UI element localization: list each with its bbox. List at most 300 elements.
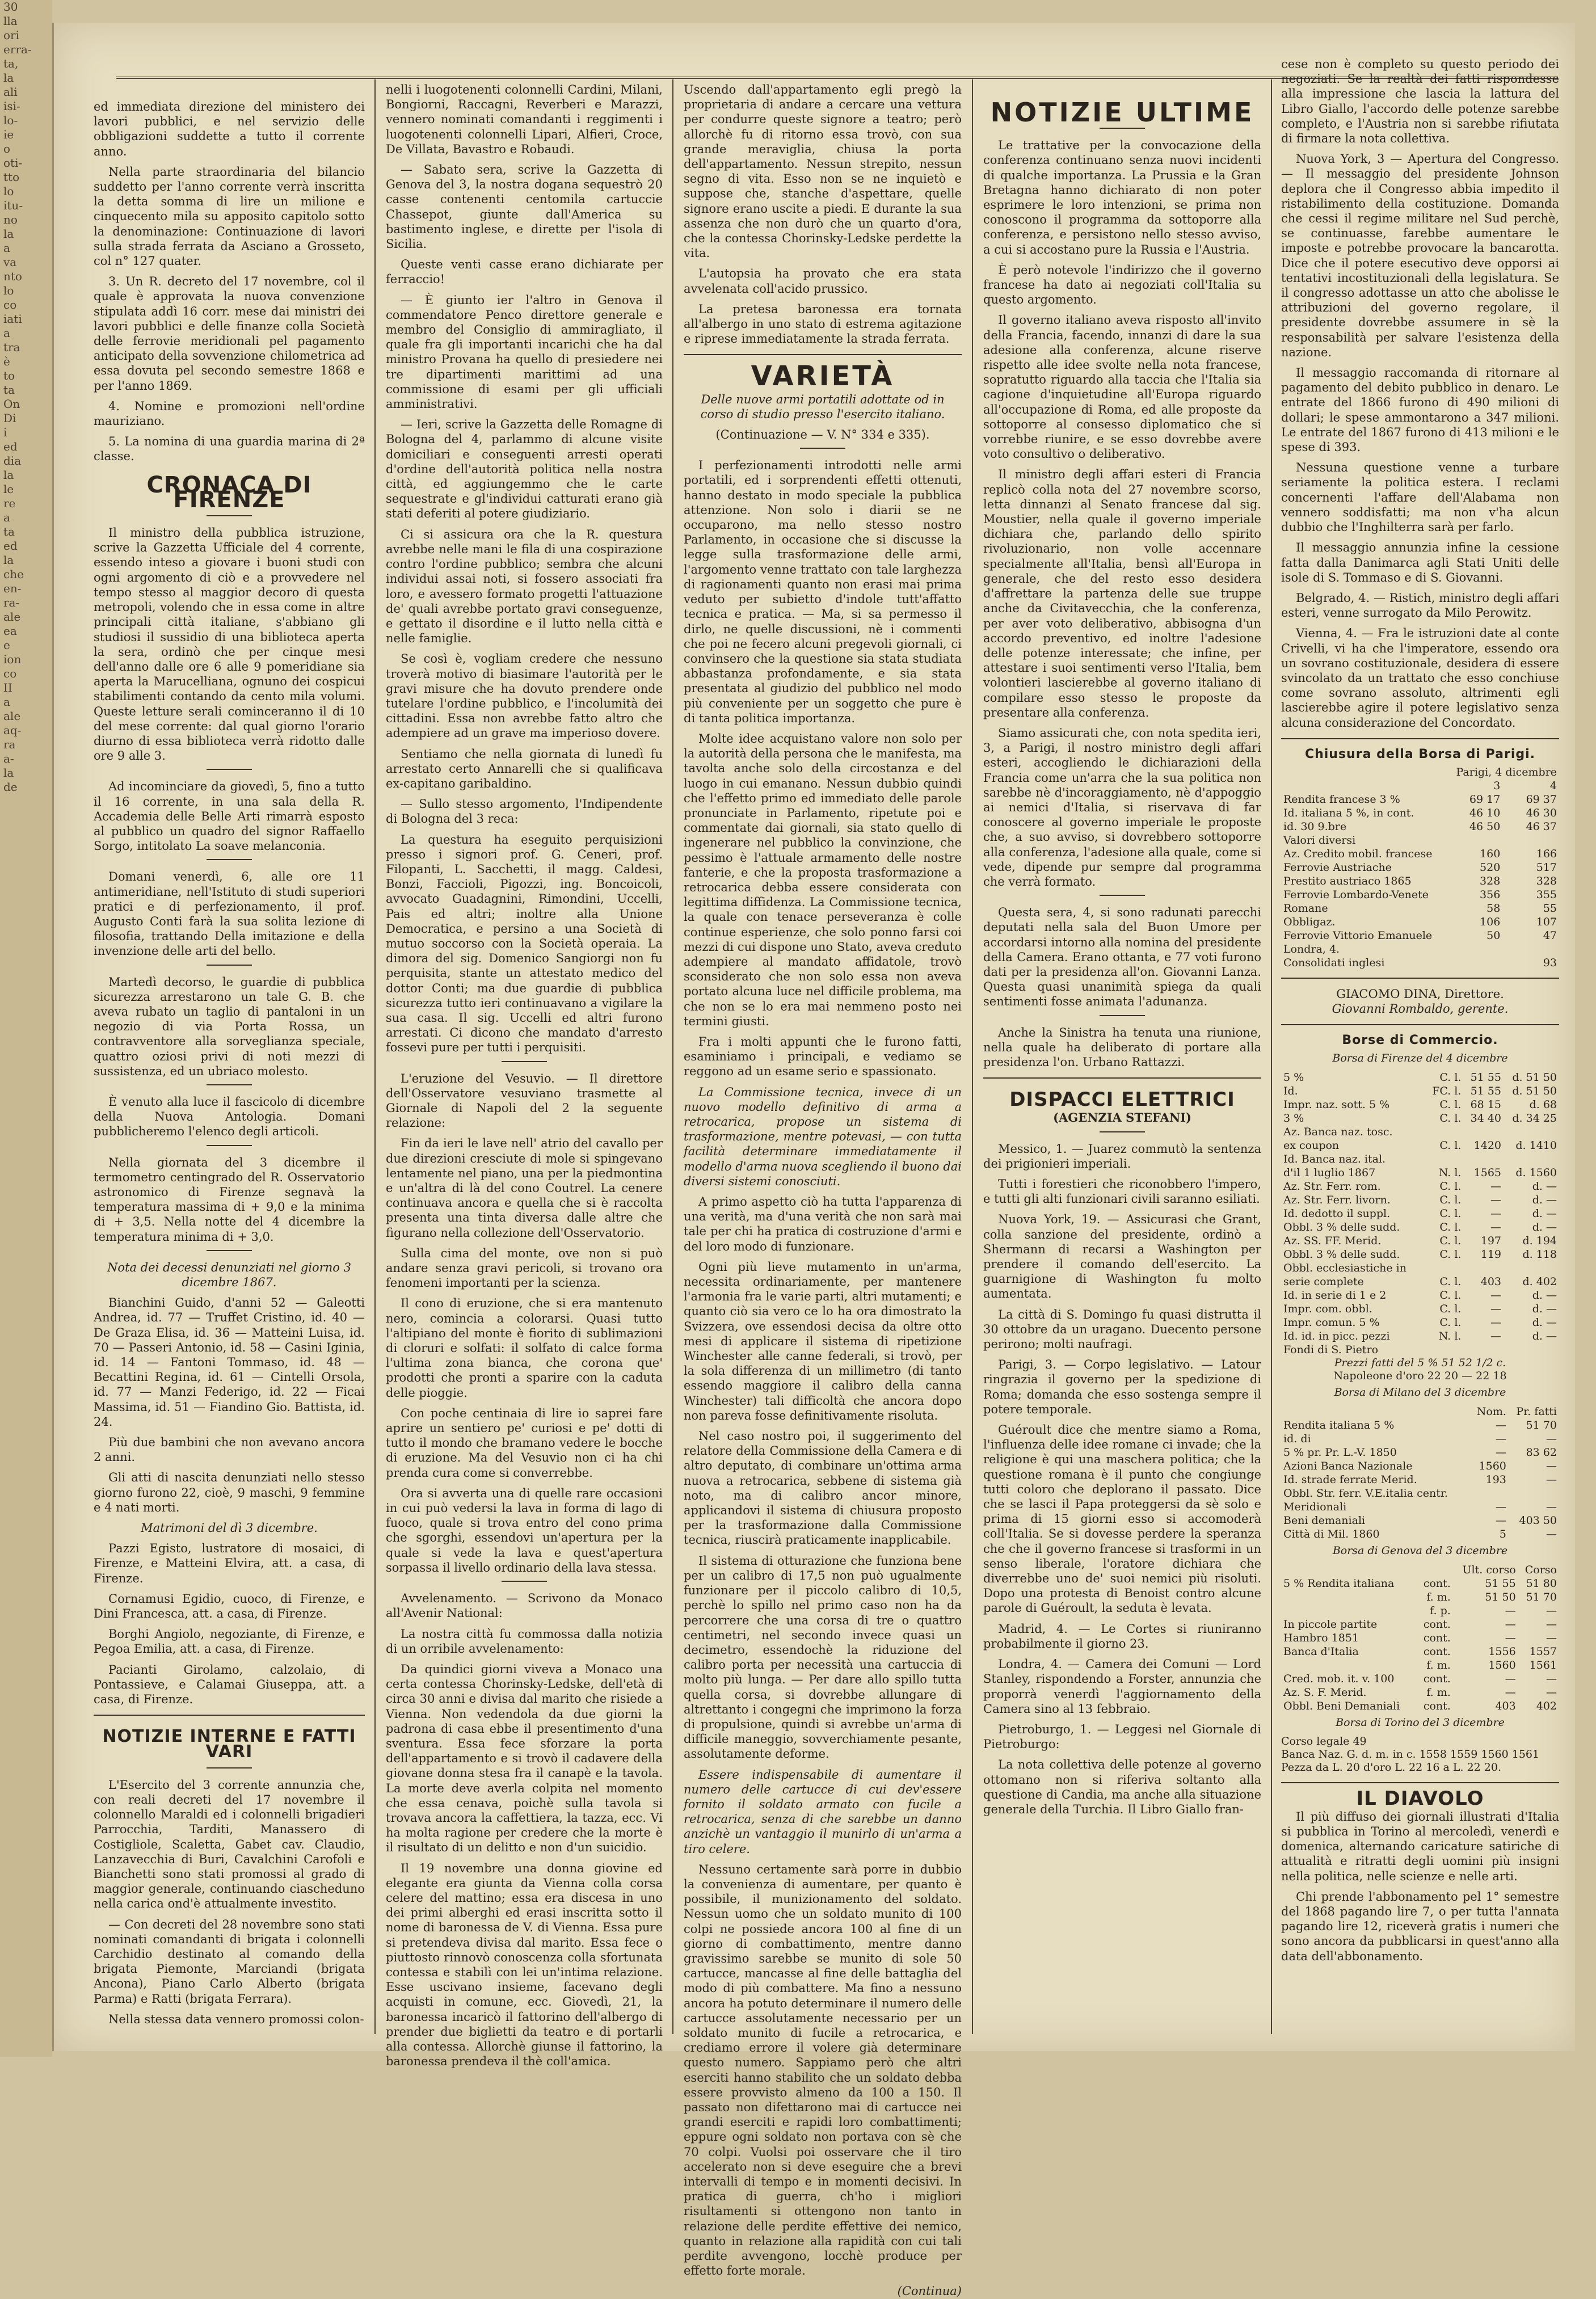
genoa-exchange-table bbox=[1281, 1563, 1559, 1713]
table-row bbox=[1281, 1500, 1559, 1514]
table-cell bbox=[1281, 1590, 1417, 1604]
table-heading: Borse di Commercio. bbox=[1342, 1033, 1498, 1048]
table-cell bbox=[1504, 1125, 1559, 1139]
paragraph: Fra i molti appunti che le furono fatti, esaminiamo i principali, e vediamo se reggono ad un esame serio e spassionato. bbox=[684, 1034, 962, 1079]
table-cell: N. l. bbox=[1438, 1166, 1462, 1179]
table-row bbox=[1281, 1514, 1559, 1527]
table-row bbox=[1281, 1234, 1559, 1248]
paragraph: — Sullo stesso argomento, l'Indipendente di Bologna del 3 reca: bbox=[386, 797, 663, 826]
table-cell: 166 bbox=[1536, 847, 1557, 860]
table-cell: cont. bbox=[1423, 1631, 1451, 1644]
table-cell: Hambro 1851 bbox=[1283, 1631, 1359, 1644]
paragraph: Guéroult dice che mentre siamo a Roma, l'influenza delle idee romane ci invade; che la religione è qui una maschera politica; che la questione romana è il punto che congiunge tutti coloro che deplorano il passato. Dice che se lasci il Papa proteggersi da sè solo e prima di 15 giorni esso si accomoderà coll'Italia. Se si dovesse perdere la speranza che che il governo francese si trasformi in un senso liberale, l'oratore dichiara che diverrebbe uno de' suoi nemici più risoluti. Dopo una protesta di Benoist contro alcune parole di Guéroult, la seduta è levata. bbox=[983, 1423, 1261, 1615]
paragraph: Nel caso nostro poi, il suggerimento del relatore della Commissione della Camera e di altro deputato, di combinare un'ottima arma nuova a retrocarica, sebbene di sistema già noto, ma di calibro ancor minore, applicandovi il sistema di chiusura proposto per la trasformazione dalla Commissione tecnica, riuscirà praticamente inapplicabile. bbox=[684, 1429, 962, 1547]
table-cell: Az. S. F. Merid. bbox=[1283, 1686, 1367, 1699]
table-cell bbox=[1425, 1343, 1463, 1357]
table-cell: f. m. bbox=[1426, 1590, 1451, 1603]
divider bbox=[983, 1077, 1261, 1079]
table-cell: 1560 bbox=[1488, 1658, 1516, 1671]
table-row bbox=[1281, 1686, 1559, 1699]
table-cell bbox=[1504, 1261, 1559, 1275]
edge-fragment: va bbox=[3, 255, 17, 269]
table-cell: f. m. bbox=[1426, 1686, 1451, 1699]
paragraph: cese non è completo su questo periodo dei negoziati. Se la realtà dei fatti rispondesse alla impressione che lascia la lattura del Libro Giallo, l'accordo delle potenze sarebbe completo, e l'Austria non si sarebbe rifiutata di firmare la nota collettiva. bbox=[1281, 57, 1559, 146]
florence-exchange-table bbox=[1281, 1071, 1559, 1357]
table-cell: Pr. fatti bbox=[1516, 1405, 1557, 1418]
table-row bbox=[1281, 929, 1559, 942]
table-cell: 107 bbox=[1536, 915, 1557, 928]
table-cell: Banca d'Italia bbox=[1283, 1645, 1359, 1658]
table-cell: Az. Credito mobil. francese bbox=[1283, 847, 1433, 860]
edge-fragment: ea bbox=[3, 624, 17, 638]
paragraph: A primo aspetto ciò ha tutta l'apparenza di una verità, ma d'una verità che non sarà mai tale per chi ha pratica di costruzione d'armi e del loro modo di funzionare. bbox=[684, 1195, 962, 1253]
table-row bbox=[1281, 1418, 1559, 1432]
table-row bbox=[1281, 1084, 1559, 1098]
paragraph: Siamo assicurati che, con nota spedita ieri, 3, a Parigi, il nostro ministro degli affari esteri, accogliendo le dichiarazioni della Francia come un'arra che la sua politica non sarebbe nè d'incoraggiamento, nè d'appoggio ai nemici d'Italia, si riservava di far conoscere al governo imperiale le proposte che, a suo avviso, si dovrebbero sottoporre alla conferenza, l'adesione alla quale, come si vede, dipende pur sempre dal programma che verrà formato. bbox=[983, 726, 1261, 889]
table-cell: d. 51 50 bbox=[1512, 1084, 1557, 1097]
table-cell: 51 70 bbox=[1526, 1590, 1557, 1603]
table-cell: — bbox=[1505, 1631, 1516, 1644]
table-cell: d. — bbox=[1532, 1302, 1557, 1315]
paragraph: Il sistema di otturazione che funziona bene per un calibro di 17,5 non può ugualmente funzionare per il piccolo calibro di 10,5, perchè lo spillo nel primo caso non ha da percorrere che una corsa di tre o quattro centimetri, nel secondo invece quasi un decimetro, essendochè la riduzione del calibro porta per necessità una cartuccia di molto più lunga. — Per dare allo spillo tutta quella corsa, si dovrebbe allungare di altrettanto i congegni che imprimono la forza di propulsione, quindi si avrebbe un'arma di difficile maneggio, sovverchiamente pesante, assolutamente deforme. bbox=[684, 1553, 962, 1761]
edge-fragment: co bbox=[3, 298, 17, 311]
table-cell: 46 10 bbox=[1469, 806, 1501, 819]
table-cell: — bbox=[1495, 1432, 1506, 1445]
table-cell: FC. l. bbox=[1432, 1084, 1462, 1097]
edge-fragment: le bbox=[3, 482, 14, 496]
paragraph: Pacianti Girolamo, calzolaio, di Pontassieve, e Calamai Giuseppa, att. a casa, di Firenze. bbox=[94, 1662, 365, 1707]
paragraph: 3. Un R. decreto del 17 novembre, col il quale è approvata la nuova convenzione stipulata addì 16 corr. mese dai ministri dei lavori pubblici e delle finanze colla Società delle ferrovie meridionali pel pagamento anticipato della sovvenzione chilometrica ad essa dovuta pel secondo semestre 1868 e per l'anno 1869. bbox=[94, 275, 365, 393]
paragraph: L'Esercito del 3 corrente annunzia che, con reali decreti del 17 novembre il colonnello Maraldi ed i colonnelli brigadieri Parrocchia, Tarditi, Manassero di Costigliole, Scaletta, Gabet cav. Claudio, Lanzavecchia di Buri, Cavalchini Carofoli e Bianchetti sono stati promossi al grado di maggior generale, continuando ciascheduno nella carica ond'è attualmente investito. bbox=[94, 1778, 365, 1911]
table-row bbox=[1281, 1446, 1559, 1459]
divider bbox=[207, 1084, 252, 1085]
table-cell: 5 % pr. Pr. L.-V. 1850 bbox=[1283, 1446, 1397, 1459]
table-cell: 328 bbox=[1480, 874, 1501, 887]
table-row bbox=[1281, 1432, 1559, 1446]
column-3 bbox=[684, 82, 962, 2298]
table-cell: C. l. bbox=[1439, 1220, 1462, 1233]
edge-fragment: en- bbox=[3, 582, 22, 595]
table-row bbox=[1281, 1618, 1559, 1631]
divider bbox=[1100, 1131, 1145, 1132]
milan-exchange-table bbox=[1281, 1405, 1559, 1541]
table-cell: 1557 bbox=[1529, 1645, 1557, 1658]
table-cell: C. l. bbox=[1439, 1139, 1462, 1152]
divider bbox=[1100, 1015, 1145, 1016]
table-cell: d. 68 bbox=[1529, 1098, 1557, 1111]
table-cell: — bbox=[1546, 1432, 1557, 1445]
table-row bbox=[1281, 1672, 1559, 1686]
section-heading: NOTIZIE INTERNE E FATTI VARI bbox=[102, 1727, 356, 1762]
table-cell: Romane bbox=[1283, 902, 1328, 915]
paragraph: Le trattative per la convocazione della conferenza continuano senza nuovi incidenti di qualche importanza. La Prussia e la Gran Bretagna hanno dichiarato di non poter esprimere le loro intenzioni, se prima non conoscono il programma da sottoporre alla conferenza, e persistono nello stesso avviso, a cui si accostano pure la Russia e l'Austria. bbox=[983, 138, 1261, 256]
table-cell: cont. bbox=[1423, 1618, 1451, 1631]
paris-exchange-table bbox=[1281, 765, 1559, 970]
edge-fragment: tto bbox=[3, 170, 20, 184]
table-cell: 517 bbox=[1536, 861, 1557, 874]
table-row bbox=[1281, 793, 1559, 806]
paragraph: Il ministro della pubblica istruzione, scrive la Gazzetta Ufficiale del 4 corrente, essendo inteso a giovare i buoni studi con ogni argomento di ciò e a provvedere nel tempo stesso al maggior decoro di questa metropoli, volendo che in essa come in altre principali città italiane, s'abbiano gli studiosi il sussidio di una biblioteca aperta la sera, ordinò che per cinque mesi dell'anno dalle ore 6 alle 9 pomeridiane sia aperta la Marucelliana, ognuno dei cospicui stabilimenti contando da cento mila volumi. Queste letture serali cominceranno il di 10 del mese corrente: dal qual giorno l'orario diurno di essa biblioteca verrà ridotto dalle ore 9 alle 3. bbox=[94, 526, 365, 763]
edge-fragment: 30 bbox=[3, 0, 18, 14]
table-cell: cont. bbox=[1423, 1577, 1451, 1590]
table-cell bbox=[1463, 1152, 1504, 1166]
paragraph: Cornamusi Egidio, cuoco, di Firenze, e Dini Francesca, att. a casa, di Firenze. bbox=[94, 1591, 365, 1621]
divider bbox=[800, 448, 845, 449]
table-cell: — bbox=[1490, 1302, 1501, 1315]
table-cell: Obbl. Str. ferr. V.E.italia centr. bbox=[1283, 1487, 1448, 1500]
table-cell: — bbox=[1546, 1686, 1557, 1699]
edge-fragment: a bbox=[3, 241, 10, 255]
paragraph: L'eruzione del Vesuvio. — Il direttore dell'Osservatore vesuviano trasmette al Giornale di Napoli del 2 la seguente relazione: bbox=[386, 1071, 663, 1130]
table-cell: C. l. bbox=[1439, 1248, 1462, 1261]
table-row bbox=[1281, 1139, 1559, 1152]
edge-fragment: itu- bbox=[3, 199, 23, 212]
edge-fragment: ra- bbox=[3, 596, 20, 609]
paragraph: Con poche centinaia di lire io saprei fare aprire un sentiero pe' curiosi e pe' dotti di tutto il mondo che bramano vedere le bocche di eruzione. Ma del Vesuvio non ci ha chi prenda cura come si converrebbe. bbox=[386, 1406, 663, 1480]
section-heading: DISPACCI ELETTRICI bbox=[1009, 1088, 1235, 1111]
subtitle: Delle nuove armi portatili adottate od in corso di studio presso l'esercito italiano. bbox=[700, 392, 945, 421]
table-cell: 403 bbox=[1495, 1699, 1516, 1712]
paragraph: Gli atti di nascita denunziati nello stesso giorno furono 22, cioè, 9 maschi, 9 femmine e 4 nati morti. bbox=[94, 1471, 365, 1514]
divider bbox=[207, 965, 252, 966]
edge-fragment: lo bbox=[3, 184, 14, 198]
table-cell: Cred. mob. it. v. 100 bbox=[1283, 1672, 1395, 1685]
paragraph: Domani venerdì, 6, alle ore 11 antimeridiane, nell'Istituto di studi superiori pratici e di perfezionamento, il prof. Augusto Conti farà la sua solita lezione di filosofia, trattando Della imitazione e della invenzione delle arti del bello. bbox=[94, 870, 365, 958]
divider bbox=[207, 1145, 252, 1146]
paragraph: Nella parte straordinaria del bilancio suddetto per l'anno corrente verrà inscritta la detta somma di lire un milione e cinquecento mila su apposito capitolo sotto la denominazione: Continuazione di lavori sulla strada ferrata da Asciano a Grosseto, col n° 127 quater. bbox=[94, 165, 365, 268]
table-cell: — bbox=[1490, 1207, 1501, 1220]
table-cell: — bbox=[1546, 1631, 1557, 1644]
table-row bbox=[1281, 1473, 1559, 1487]
edge-fragment: ali bbox=[3, 85, 18, 99]
paragraph: Matrimoni del dì 3 dicembre. bbox=[141, 1521, 318, 1535]
paragraph: — Sabato sera, scrive la Gazzetta di Genova del 3, la nostra dogana sequestrò 20 casse contenenti centomila cartuccie Chassepot, giunte dall'America su bastimento inglese, e dirette per l'isola di Sicilia. bbox=[386, 163, 663, 251]
table-row bbox=[1281, 861, 1559, 874]
table-cell: 5 bbox=[1499, 1527, 1506, 1540]
paragraph: Uscendo dall'appartamento egli pregò la proprietaria di andare a cercare una vettura per condurre queste signore a teatro; però allorchè fu di ritorno essa trovò, con sua grande meraviglia, chiusa la porta dell'appartamento. Nessun strepito, nessun segno di vita. Esso non se ne inquietò e suppose che, stanche d'aspettare, quelle signore erano uscite a piedi. E durante la sua assenza che non durò che un quarto d'ora, che la contessa Chorinsky-Ledske perdette la vita. bbox=[684, 83, 962, 260]
continuation-note: (Continua) bbox=[897, 2284, 962, 2298]
paragraph: Chi prende l'abbonamento pel 1° semestre del 1868 pagando lire 7, o per tutta l'annata pagando lire 12, riceverà gratis i numeri che sono ancora da pubblicarsi in quest'anno alla data dell'abbonamento. bbox=[1281, 1889, 1559, 1963]
table-cell: Corso bbox=[1525, 1563, 1557, 1576]
table-cell: — bbox=[1495, 1500, 1506, 1513]
table-row bbox=[1281, 888, 1559, 902]
table-cell bbox=[1425, 1125, 1463, 1139]
table-cell: d. — bbox=[1532, 1207, 1557, 1220]
table-cell: — bbox=[1546, 1604, 1557, 1617]
table-cell: 328 bbox=[1536, 874, 1557, 887]
edge-fragment: lo- bbox=[3, 113, 18, 127]
edge-fragment: oti- bbox=[3, 156, 23, 170]
edge-fragment: la bbox=[3, 227, 14, 241]
table-cell bbox=[1281, 1604, 1417, 1618]
table-cell: d. — bbox=[1532, 1220, 1557, 1233]
adjacent-page-edge bbox=[0, 0, 52, 2057]
table-row bbox=[1281, 1459, 1559, 1473]
table-cell: f. p. bbox=[1430, 1604, 1451, 1617]
table-cell bbox=[1446, 833, 1503, 847]
table-cell: 1560 bbox=[1479, 1459, 1506, 1472]
edge-fragment: ie bbox=[3, 128, 14, 141]
table-cell: 403 bbox=[1480, 1275, 1501, 1288]
table-heading: Chiusura della Borsa di Parigi. bbox=[1304, 747, 1536, 761]
edge-fragment: tra bbox=[3, 340, 20, 354]
newspaper-page bbox=[52, 23, 1575, 2298]
table-cell: 51 55 bbox=[1470, 1071, 1501, 1084]
table-row bbox=[1281, 1220, 1559, 1234]
paragraph: Il 19 novembre una donna giovine ed elegante era giunta da Vienna colla corsa celere del mattino; essa era discesa in uno dei primi alberghi ed erasi inscritta sotto il nome di baronessa de V. di Vienna. Essa pure si pretendeva divisa dal marito. Essa fece o piuttosto rinnovò conoscenza colla sfortunata contessa e stabilì con lei un'intima relazione. Esse uscivano insieme, facevano degli acquisti in comune, ecc. Giovedì, 21, la baronessa incaricò il fattorino dell'albergo di prender due biglietti da teatro e di portarli alla contessa. Allorchè giunse il fattorino, la baronessa prendeva il thè coll'amica. bbox=[386, 1861, 663, 2069]
paragraph: Sentiamo che nella giornata di lunedì fu arrestato certo Annarelli che si qualificava ex-capitano garibaldino. bbox=[386, 747, 663, 790]
table-cell: d. 34 25 bbox=[1512, 1111, 1557, 1125]
table-cell bbox=[1281, 1658, 1417, 1672]
table-cell: Impr. com. obbl. bbox=[1283, 1302, 1372, 1315]
table-cell: 1420 bbox=[1473, 1139, 1501, 1152]
paragraph: nelli i luogotenenti colonnelli Cardini, Milani, Bongiorni, Raccagni, Reverberi e Marazzi, vennero nominati comandanti i reggimenti i luogotenenti colonnelli Lipari, Alfieri, Croce, De Villata, Bavastro e Robaudi. bbox=[386, 83, 663, 156]
table-cell: Beni demaniali bbox=[1283, 1514, 1366, 1527]
table-cell: — bbox=[1546, 1618, 1557, 1631]
table-cell bbox=[1463, 1125, 1504, 1139]
paragraph: Pazzi Egisto, lustratore di mosaici, di Firenze, e Matteini Elvira, att. a casa, di Firenze. bbox=[94, 1542, 365, 1585]
table-cell: Consolidati inglesi bbox=[1283, 956, 1385, 969]
table-row bbox=[1281, 1248, 1559, 1261]
paragraph: Fin da ieri le lave nell' atrio del cavallo per due direzioni cresciute di mole si spingevano lentamente nel piano, una per la piedmontina e un'altra di là del cono Coutrel. La cenere continuava ancora e quella che si è raccolta presenta una tinta diversa dalle altre che figurano nella collezione dell'Osservatorio. bbox=[386, 1136, 663, 1240]
table-cell: Az. Str. Ferr. rom. bbox=[1283, 1180, 1381, 1193]
table-cell bbox=[1504, 1343, 1559, 1357]
table-cell: Az. Banca naz. tosc. bbox=[1283, 1125, 1393, 1138]
table-cell: C. l. bbox=[1439, 1302, 1462, 1315]
edge-fragment: iati bbox=[3, 312, 22, 326]
table-cell: — bbox=[1490, 1329, 1501, 1342]
turin-line: Pezza da L. 20 d'oro L. 22 16 a L. 22 20. bbox=[1281, 1761, 1502, 1774]
table-cell: Fondi di S. Pietro bbox=[1283, 1343, 1379, 1356]
edge-fragment: to bbox=[3, 369, 15, 382]
table-cell: C. l. bbox=[1439, 1071, 1462, 1084]
table-cell: 1561 bbox=[1529, 1658, 1557, 1671]
table-cell: 47 bbox=[1543, 929, 1557, 942]
paragraph: — Con decreti del 28 novembre sono stati nominati comandanti di brigata i colonnelli Carchidio destinato al comando della brigata Piemonte, Marciandi (brigata Ancona), Piano Carlo Alberto (brigata Parma) e Ratti (brigata Ferrara). bbox=[94, 1917, 365, 2006]
table-cell: Obbl. ecclesiastiche in bbox=[1283, 1261, 1406, 1274]
paragraph: 5. La nomina di una guardia marina di 2ª classe. bbox=[94, 435, 365, 464]
paragraph: Sulla cima del monte, ove non si può andare senza gravi pericoli, si trovano ora fenomeni importanti per la scienza. bbox=[386, 1246, 663, 1290]
table-cell: d'il 1 luglio 1867 bbox=[1283, 1166, 1376, 1179]
paragraph: Il messaggio raccomanda di ritornare al pagamento del debito pubblico in denaro. Le entrate del 1866 furono di 490 milioni di dollari; le spese ammontarono a 347 milioni. Le entrate del 1867 furono di 413 milioni e le spese di 393. bbox=[1281, 366, 1559, 454]
table-cell: d. — bbox=[1532, 1316, 1557, 1329]
table-cell: ex coupon bbox=[1283, 1139, 1340, 1152]
table-cell: Valori diversi bbox=[1283, 833, 1356, 847]
edge-fragment: a bbox=[3, 326, 10, 340]
divider bbox=[684, 354, 962, 355]
edge-fragment: o bbox=[3, 142, 11, 155]
paragraph: Nella giornata del 3 dicembre il termometro centingrado del R. Osservatorio astronomico di Firenze segnavà la temperatura massima di + 9,0 e la minima di + 3,5. Nella notte del 4 dicembre la temperatura minima di + 3,0. bbox=[94, 1155, 365, 1244]
table-cell: Az. Str. Ferr. livorn. bbox=[1283, 1193, 1391, 1206]
table-cell: Id. italiana 5 %, in cont. bbox=[1283, 806, 1414, 819]
table-row bbox=[1281, 1658, 1559, 1672]
table-cell: Ferrovie Vittorio Emanuele bbox=[1283, 929, 1433, 942]
table-cell: Rendita francese 3 % bbox=[1283, 793, 1400, 806]
table-cell: 51 55 bbox=[1485, 1577, 1516, 1590]
paragraph: Nessuna questione venne a turbare seriamente la politica estera. I reclami concernenti l'affare dell'Alabama non vennero soddisfatti; ma non v'ha alcun dubbio che l'Inghilterra sarà per farlo. bbox=[1281, 461, 1559, 534]
table-cell: Id. id. in picc. pezzi bbox=[1283, 1329, 1390, 1342]
table-cell: 1556 bbox=[1488, 1645, 1516, 1658]
divider bbox=[1281, 1782, 1559, 1783]
table-cell: 83 62 bbox=[1526, 1446, 1557, 1459]
table-cell: — bbox=[1546, 1473, 1557, 1486]
edge-fragment: re bbox=[3, 496, 16, 510]
table-row bbox=[1281, 1577, 1559, 1590]
paragraph: Il più diffuso dei giornali illustrati d'Italia si pubblica in Torino al mercoledì, venerdì e domenica, alternando caricature satiriche di attualità e ritratti degli uomini più insigni nella politica, nelle scienze e nelle arti. bbox=[1281, 1809, 1559, 1883]
table-row bbox=[1281, 902, 1559, 915]
paragraph: — È giunto ier l'altro in Genova il commendatore Penco direttore generale e membro del Consiglio di ammiragliato, il quale fra gli importanti incarichi che ha dal ministro Provana ha quello di presiedere nei tre dipartimenti marittimi ad una commissione di esami per gli ufficiali amministrativi. bbox=[386, 293, 663, 411]
edge-fragment: On bbox=[3, 397, 20, 411]
paragraph: L'autopsia ha provato che era stata avvelenata coll'acido prussico. bbox=[684, 267, 962, 296]
table-cell: 3 % bbox=[1283, 1111, 1304, 1125]
paragraph: ed immediata direzione del ministero dei lavori pubblici, e nel servizio delle obbligazioni suddette a tutto il corrente anno. bbox=[94, 100, 365, 158]
table-row bbox=[1281, 1699, 1559, 1713]
table-cell: 46 30 bbox=[1526, 806, 1557, 819]
edge-fragment: ale bbox=[3, 610, 21, 624]
table-cell: Obbl. 3 % delle sudd. bbox=[1283, 1220, 1400, 1233]
table-cell: d. 194 bbox=[1522, 1234, 1557, 1247]
paragraph: Vienna, 4. — Fra le istruzioni date al conte Crivelli, vi ha che l'imperatore, essendo ora un sovrano costituzionale, desidera di essere svincolato da un trattato che esso conchiuse come sovrano assoluto, altrimenti egli lascierebbe agire il potere legislativo senza alcuna considerazione del Concordato. bbox=[1281, 626, 1559, 730]
paragraph: Nessuno certamente sarà porre in dubbio la convenienza di aumentare, per quanto è possibile, il munizionamento del soldato. Nessun uomo che un soldato munito di 100 colpi ne possiede ancora 100 al fine di un giorno di combattimento, mentre danno gravissimo sarebbe se munito di sole 50 cartucce, mancasse al fine delle battaglia del modo di più combattere. Ma fino a nessuno ancora ha potuto determinare il numero delle cartucce assolutamente necessario per un soldato munito di fucile a retrocarica, e crediamo errore il volere già determinare questo numero. Sappiamo però che altri eserciti hanno stabilito che un soldato debba essere provvisto almeno da 100 a 150. Il passato non difettarono mai di cartucce nei grandi eserciti e rapidi loro combattimenti; eppure ogni soldato non portava con sè che 70 colpi. Vuolsi poi osservare che il tiro accelerato non si deve eseguire che a brevi intervalli di tempo e in momenti decisivi. In pratica di guerra, ch'ho i migliori risultamenti si ottengono non tanto in relazione delle perdite effettive dei nemico, quanto in relazione alla rapidità con cui tali perdite avvengono, locchè produce per effetto forte morale. bbox=[684, 1862, 962, 2278]
edge-fragment: a bbox=[3, 511, 10, 524]
table-row bbox=[1281, 1166, 1559, 1180]
table-subheading: Borsa di Torino del 3 dicembre bbox=[1336, 1716, 1505, 1729]
table-cell: Meridionali bbox=[1283, 1500, 1347, 1513]
table-row bbox=[1281, 1125, 1559, 1139]
table-cell: 402 bbox=[1536, 1699, 1557, 1712]
table-cell: Londra, 4. bbox=[1283, 942, 1340, 955]
edge-fragment: a- bbox=[3, 752, 14, 765]
table-cell: 69 17 bbox=[1469, 793, 1501, 806]
table-cell: Azioni Banca Nazionale bbox=[1283, 1459, 1413, 1472]
table-cell: — bbox=[1490, 1289, 1501, 1302]
edge-fragment: ori bbox=[3, 28, 19, 42]
table-cell: d. 402 bbox=[1522, 1275, 1557, 1288]
table-cell: 46 50 bbox=[1469, 820, 1501, 833]
table-subheading: Borsa di Genova del 3 dicembre bbox=[1332, 1544, 1508, 1557]
table-cell: — bbox=[1495, 1418, 1506, 1431]
paragraph: La pretesa baronessa era tornata all'albergo in uno stato di estrema agitazione e riprese immediatamente la strada ferrata. bbox=[684, 302, 962, 346]
turin-line: Corso legale 49 bbox=[1281, 1734, 1367, 1748]
divider bbox=[502, 1581, 547, 1582]
edge-fragment: la bbox=[3, 468, 14, 482]
paragraph: Martedì decorso, le guardie di pubblica sicurezza arrestarono un tale G. B. che aveva rubato un taglio di pantaloni in un negozio di via Porta Rossa, un contravventore alla sorveglianza speciale, quattro oziosi privi di noti mezzi di sussistenza, ed un ubriaco molesto. bbox=[94, 975, 365, 1078]
divider bbox=[1100, 128, 1145, 129]
table-cell: 51 55 bbox=[1470, 1084, 1501, 1097]
table-cell: — bbox=[1490, 1220, 1501, 1233]
table-cell: Id. bbox=[1283, 1084, 1298, 1097]
paragraph: 4. Nomine e promozioni nell'ordine mauriziano. bbox=[94, 399, 365, 428]
table-cell bbox=[1446, 956, 1503, 970]
paragraph: Ad incominciare da giovedì, 5, fino a tutto il 16 corrente, in una sala della R. Accademia delle Belle Arti rimarrà esposto al pubblico un quadro del signor Raffaello Sorgo, intitolato La soave melanconia. bbox=[94, 780, 365, 853]
paragraph: Ogni più lieve mutamento in un'arma, necessita ordinariamente, per mantenere l'armonia fra le varie parti, altri mutamenti; e quanto ciò sia vero ce lo ha ora dimostrato la Svizzera, ove essendosi decisa da oltre otto mesi di applicare il sistema di ripetizione Winchester alle canne federali, si trovò, per la sola differenza di un millimetro (di tanto essendo maggiore il calibro della canna Winchester) tali difficoltà che ancora dopo non pareva fosse definitivamente risoluta. bbox=[684, 1260, 962, 1422]
edge-fragment: la bbox=[3, 553, 14, 567]
table-cell: 356 bbox=[1480, 888, 1501, 901]
table-row bbox=[1281, 942, 1559, 956]
table-row bbox=[1281, 1487, 1559, 1500]
paragraph: La Commissione tecnica, invece di un nuovo modello definitivo di arma a retrocarica, propose un sistema di trasformazione, mentre potevasi, — con tutta facilità determinare immediatamente il modello d'arma nuova scegliendo il buono dai diversi sistemi conosciuti. bbox=[684, 1085, 962, 1188]
edge-fragment: ale bbox=[3, 709, 21, 723]
paragraph: Londra, 4. — Camera dei Comuni — Lord Stanley, rispondendo a Forster, annunzia che proporrà venerdì l'aggiornamento della Camera sino al 13 febbraio. bbox=[983, 1657, 1261, 1716]
table-row bbox=[1281, 1329, 1559, 1343]
divider bbox=[1281, 1024, 1559, 1025]
table-cell: — bbox=[1546, 1672, 1557, 1685]
table-cell: 160 bbox=[1480, 847, 1501, 860]
paragraph: Più due bambini che non avevano ancora 2 anni. bbox=[94, 1435, 365, 1464]
table-row bbox=[1281, 833, 1559, 847]
table-row bbox=[1281, 847, 1559, 861]
table-cell: — bbox=[1546, 1459, 1557, 1472]
table-cell: 5 % Rendita italiana bbox=[1283, 1577, 1395, 1590]
table-cell: 520 bbox=[1480, 861, 1501, 874]
table-subheading: Borsa di Milano del 3 dicembre bbox=[1334, 1386, 1506, 1399]
paragraph: Bianchini Guido, d'anni 52 — Galeotti Andrea, id. 77 — Truffet Cristino, id. 40 — De Graza Elisa, id. 36 — Matteini Luisa, id. 70 — Passeri Antonio, id. 58 — Casini Iginia, id. 14 — Fantoni Tommaso, id. 48 — Becattini Regina, id. 61 — Cintelli Orsola, id. 77 — Manzi Federigo, id. 22 — Ficai Massima, id. 51 — Fiandino Gio. Battista, id. 24. bbox=[94, 1296, 365, 1429]
edge-fragment: ed bbox=[3, 440, 18, 453]
column-2 bbox=[386, 82, 663, 2069]
paragraph: La nostra città fu commossa dalla notizia di un orribile avvelenamento: bbox=[386, 1627, 663, 1656]
table-row bbox=[1281, 1098, 1559, 1111]
table-cell: In piccole partite bbox=[1283, 1618, 1378, 1631]
table-cell: — bbox=[1546, 1500, 1557, 1513]
table-cell: cont. bbox=[1423, 1672, 1451, 1685]
paragraph: Nuova York, 3 — Apertura del Congresso. — Il messaggio del presidente Johnson deplora che il Congresso abbia impedito il ristabilimento della costituzione. Domanda che cessi il regime militare nel Sud perchè, se continuasse, farebbe aumentare le imposte e potrebbe provocare la bancarotta. Dice che il potere esecutivo deve opporsi ai tentativi incostituzionali della legislatura. Se il congresso adottasse un atto che abolisse le attribuzioni del governo regolare, il presidente dovrebbe assumere in sè la responsabilità per salvare l'esistenza della nazione. bbox=[1281, 152, 1559, 359]
table-cell bbox=[1504, 1152, 1559, 1166]
edge-fragment: i bbox=[3, 426, 7, 439]
table-cell: 51 50 bbox=[1485, 1590, 1516, 1603]
table-cell: C. l. bbox=[1439, 1275, 1462, 1288]
table-cell: Prestito austriaco 1865 bbox=[1283, 874, 1412, 887]
paragraph: Questa sera, 4, si sono radunati parecchi deputati nella sala del Buon Umore per accordarsi intorno alla nomina del presidente della Camera. Erano ottanta, e 77 voti furono dati per la presidenza all'on. Giovanni Lanza. Questa quasi unanimità spiega da quali sentimenti fosse animata l'adunanza. bbox=[983, 906, 1261, 1009]
table-row bbox=[1281, 806, 1559, 820]
table-cell: serie complete bbox=[1283, 1275, 1364, 1288]
paragraph: Nuova York, 19. — Assicurasi che Grant, colla sanzione del presidente, ordinò a Shermann di recarsi a Washington per prendere il comando dell'esercito. La guarnigione di Washington fu molto aumentata. bbox=[983, 1212, 1261, 1301]
subtitle: (AGENZIA STEFANI) bbox=[1053, 1110, 1191, 1125]
manager-line: Giovanni Rombaldo, gerente. bbox=[1332, 1002, 1509, 1016]
table-cell: 69 37 bbox=[1526, 793, 1557, 806]
edge-fragment: nto bbox=[3, 270, 22, 283]
table-cell: d. — bbox=[1532, 1193, 1557, 1206]
table-cell: d. 1410 bbox=[1515, 1139, 1557, 1152]
table-row bbox=[1281, 1604, 1559, 1618]
table-cell: f. m. bbox=[1426, 1658, 1451, 1671]
table-cell: — bbox=[1490, 1180, 1501, 1193]
table-cell: — bbox=[1505, 1618, 1516, 1631]
table-cell: 55 bbox=[1543, 902, 1557, 915]
table-row bbox=[1281, 956, 1559, 970]
table-cell: — bbox=[1505, 1604, 1516, 1617]
paragraph: Nota dei decessi denunziati nel giorno 3 dicembre 1867. bbox=[107, 1260, 351, 1290]
table-cell: Id. in serie di 1 e 2 bbox=[1283, 1289, 1387, 1302]
paragraph: — Ieri, scrive la Gazzetta delle Romagne di Bologna del 4, parlammo di alcune visite domiciliari e conseguenti arresti operati d'ordine dell'autorità politica nella nostra città, ed aggiungemmo che le carte sequestrate e gl'individui catturati erano già stati deferiti al potere giudiziario. bbox=[386, 418, 663, 521]
table-row bbox=[1281, 1527, 1559, 1541]
table-cell: Id. strade ferrate Merid. bbox=[1283, 1473, 1417, 1486]
table-row bbox=[1281, 1289, 1559, 1302]
table-row bbox=[1281, 1275, 1559, 1289]
paragraph: La nota collettiva delle potenze al governo ottomano non si riferiva soltanto alla questione di Candia, ma anche alla situazione generale della Turchia. Il Libro Giallo fran- bbox=[983, 1758, 1261, 1816]
table-cell: Obbl. Beni Demaniali bbox=[1283, 1699, 1400, 1712]
divider bbox=[94, 1715, 365, 1716]
edge-fragment: ed bbox=[3, 539, 18, 553]
table-cell bbox=[1425, 1261, 1463, 1275]
edge-fragment: è bbox=[3, 355, 10, 368]
table-row bbox=[1281, 1071, 1559, 1084]
edge-fragment: co bbox=[3, 667, 17, 680]
table-row bbox=[1281, 1590, 1559, 1604]
table-cell: N. l. bbox=[1438, 1329, 1462, 1342]
table-cell: d. 51 50 bbox=[1512, 1071, 1557, 1084]
column-1 bbox=[94, 99, 365, 2040]
table-cell bbox=[1471, 1487, 1509, 1500]
